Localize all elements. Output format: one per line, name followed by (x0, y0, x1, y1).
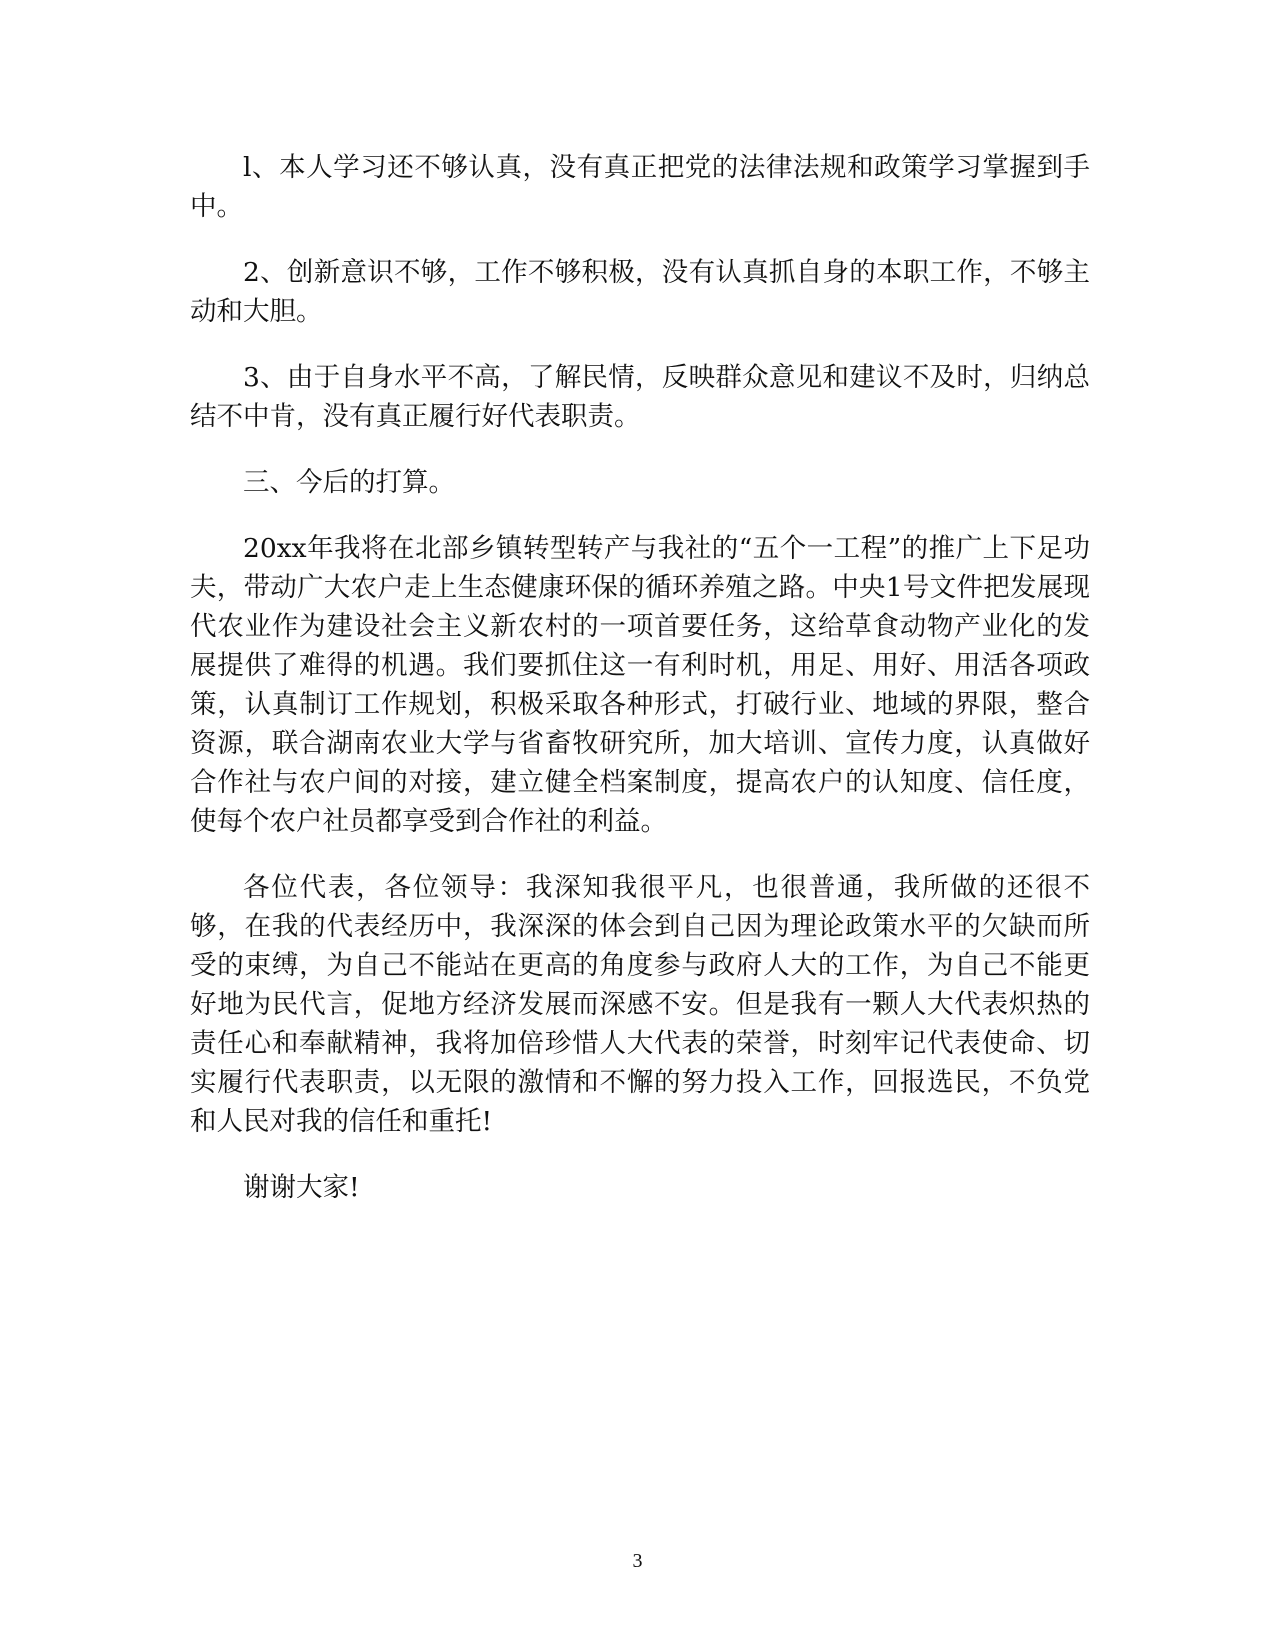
paragraph-item-3: 3、由于自身水平不高，了解民情，反映群众意见和建议不及时，归纳总结不中肯，没有真正履行好代表职责。 (190, 362, 1090, 432)
document-body (190, 148, 1090, 1234)
paragraph-item-2: 2、创新意识不够，工作不够积极，没有认真抓自身的本职工作，不够主动和大胆。 (190, 257, 1090, 327)
paragraph-item-1: l、本人学习还不够认真，没有真正把党的法律法规和政策学习掌握到手中。 (190, 152, 1090, 222)
paragraph-thanks: 谢谢大家! (243, 1172, 360, 1203)
paragraph-closing: 各位代表，各位领导：我深知我很平凡，也很普通，我所做的还很不够，在我的代表经历中，我深深的体会到自己因为理论政策水平的欠缺而所受的束缚，为自己不能站在更高的角度参与政府人大的工作，为自己不能更好地为民代言，促地方经济发展而深感不安。但是我有一颗人大代表炽热的责任心和奉献精神，我将加倍珍惜人大代表的荣誉，时刻牢记代表使命、切实履行代表职责，以无限的激情和不懈的努力投入工作，回报选民，不负党和人民对我的信任和重托! (190, 872, 1090, 1137)
section-heading-plans: 三、今后的打算。 (243, 467, 455, 498)
paragraph-plans: 20xx年我将在北部乡镇转型转产与我社的“五个一工程”的推广上下足功夫，带动广大农户走上生态健康环保的循环养殖之路。中央1号文件把发展现代农业作为建设社会主义新农村的一项首要任务，这给草食动物产业化的发展提供了难得的机遇。我们要抓住这一有利时机，用足、用好、用活各项政策，认真制订工作规划，积极采取各种形式，打破行业、地域的界限，整合资源，联合湖南农业大学与省畜牧研究所，加大培训、宣传力度，认真做好合作社与农户间的对接，建立健全档案制度，提高农户的认知度、信任度，使每个农户社员都享受到合作社的利益。 (190, 533, 1090, 837)
page-number: 3 (632, 1550, 643, 1572)
